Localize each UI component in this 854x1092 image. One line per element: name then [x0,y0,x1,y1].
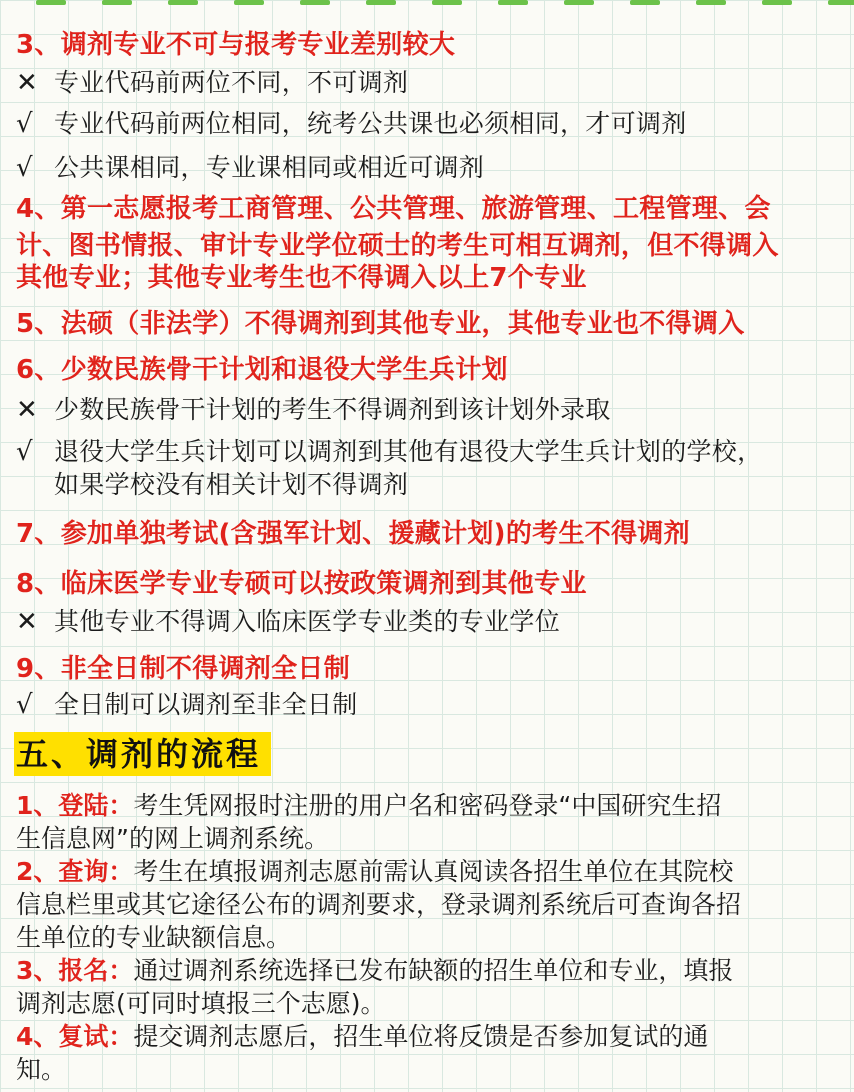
rule-text: 其他专业不得调入临床医学专业类的专业学位 [54,607,561,636]
rule-item [16,148,844,184]
step-line [16,987,386,1020]
rule-text: 5、法硕（非法学）不得调剂到其他专业，其他专业也不得调入 [16,309,745,339]
rule-text: 退役大学生兵计划可以调剂到其他有退役大学生兵计划的学校， [54,437,763,466]
rule-item [16,63,844,99]
step-text: 知。 [16,1055,67,1084]
rule-item [16,685,844,721]
rule-item [16,602,844,638]
step-line [16,1020,708,1053]
rule-text: 8、临床医学专业专硕可以按政策调剂到其他专业 [16,569,587,599]
rule-text: 9、非全日制不得调剂全日制 [16,654,350,684]
rule-title [16,257,844,294]
step-text: 考生凭网报时注册的用户名和密码登录“中国研究生招 [133,791,722,820]
step-label: 3、报名： [16,956,134,985]
rule-item [16,104,844,140]
rule-text: 专业代码前两位相同，统考公共课也必须相同，才可调剂 [54,109,687,138]
cross-icon: ✕ [16,395,39,425]
rule-text: 公共课相同，专业课相同或相近可调剂 [54,153,485,182]
step-line [16,921,291,954]
rule-text: 计、图书情报、审计专业学位硕士的考生可相互调剂，但不得调入 [16,231,779,261]
step-text: 生信息网”的网上调剂系统。 [16,824,329,853]
rule-text: 6、少数民族骨干计划和退役大学生兵计划 [16,355,508,385]
step-text: 提交调剂志愿后，招生单位将反馈是否参加复试的通 [133,1022,709,1051]
step-label: 1、登陆： [16,791,134,820]
step-label: 4、复试： [16,1022,134,1051]
step-text: 信息栏里或其它途径公布的调剂要求，登录调剂系统后可查询各招 [16,890,742,919]
rule-item [16,432,844,468]
step-line [16,954,733,987]
rule-text: 7、参加单独考试(含强军计划、援藏计划)的考生不得调剂 [16,519,690,549]
rule-text: 少数民族骨干计划的考生不得调剂到该计划外录取 [54,395,611,424]
rule-text: 其他专业；其他专业考生也不得调入以上7个专业 [16,263,587,293]
step-text: 考生在填报调剂志愿前需认真阅读各招生单位在其院校 [133,857,734,886]
rule-text: 专业代码前两位不同，不可调剂 [54,68,409,97]
step-line [16,789,721,822]
step-text: 通过调剂系统选择已发布缺额的招生单位和专业，填报 [133,956,734,985]
rule-title [16,188,844,225]
rule-continuation [16,465,844,501]
rule-text: 4、第一志愿报考工商管理、公共管理、旅游管理、工程管理、会 [16,194,771,224]
rule-title [16,349,844,386]
rule-title [16,648,844,685]
check-icon: √ [16,153,33,183]
step-line [16,1053,66,1086]
step-line [16,888,741,921]
check-icon: √ [16,437,33,467]
cross-icon: ✕ [16,68,39,98]
rule-title [16,24,844,61]
rule-title [16,513,844,550]
rule-title [16,303,844,340]
step-line [16,822,329,855]
step-text: 调剂志愿(可同时填报三个志愿)。 [16,989,386,1018]
check-icon: √ [16,109,33,139]
rule-text: 3、调剂专业不可与报考专业差别较大 [16,30,456,60]
rule-text: 全日制可以调剂至非全日制 [54,690,358,719]
rule-title [16,563,844,600]
section-heading: 五、调剂的流程 [14,732,271,776]
step-label: 2、查询： [16,857,134,886]
step-line [16,855,733,888]
rule-item [16,390,844,426]
check-icon: √ [16,690,33,720]
rule-text: 如果学校没有相关计划不得调剂 [54,470,409,499]
cross-icon: ✕ [16,607,39,637]
step-text: 生单位的专业缺额信息。 [16,923,292,952]
